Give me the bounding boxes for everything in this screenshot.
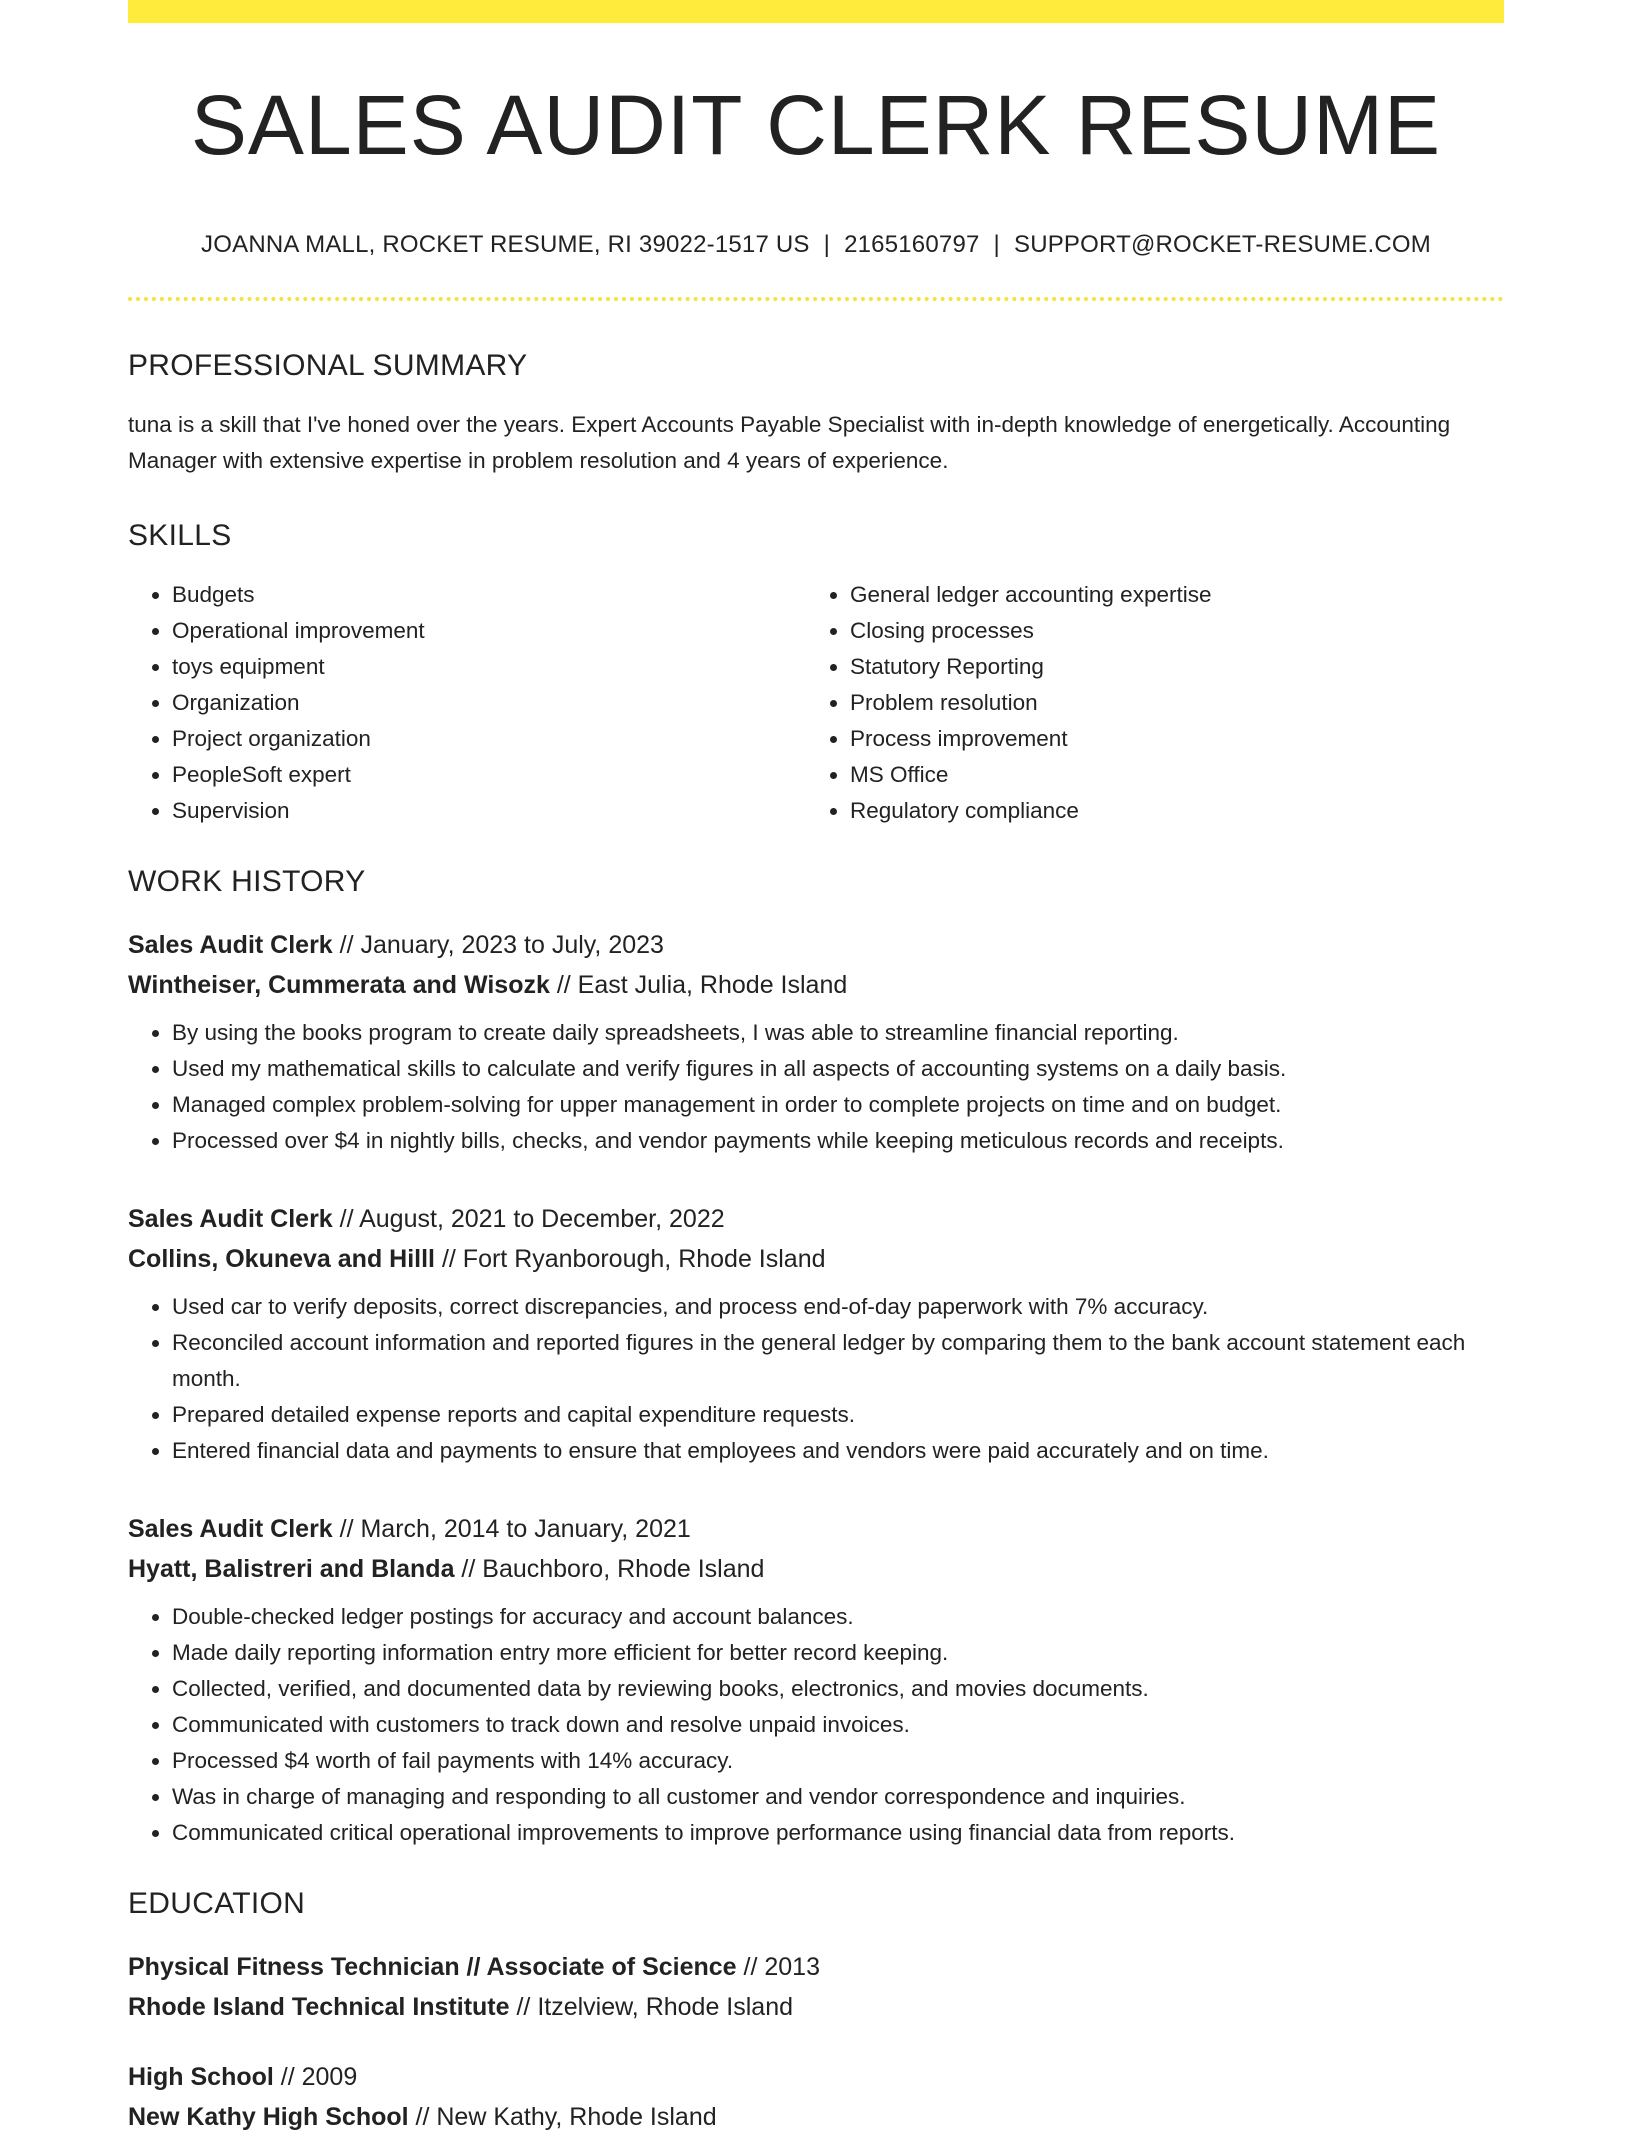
job-bullet: • Made daily reporting information entry more efficient for better record keeping. bbox=[172, 1635, 1504, 1671]
job-bullet: • Reconciled account information and reported figures in the general ledger by comparing them to the bank account statement each month. bbox=[172, 1325, 1504, 1397]
summary-text: tuna is a skill that I've honed over the years. Expert Accounts Payable Specialist with in-depth knowledge of energetically. Accounting Manager with extensive expertise in problem resolution and 4 years of experience. bbox=[128, 412, 1451, 473]
job-bullet: • Processed $4 worth of fail payments with 14% accuracy. bbox=[172, 1743, 1504, 1779]
job-dates: // August, 2021 to December, 2022 bbox=[332, 1205, 725, 1233]
job-title: Sales Audit Clerk bbox=[128, 1515, 333, 1543]
job-company: Collins, Okuneva and Hilll bbox=[128, 1245, 436, 1273]
job-bullet: • Used car to verify deposits, correct discrepancies, and process end-of-day paperwork with 7% accuracy. bbox=[172, 1289, 1504, 1325]
education-school-line bbox=[128, 1987, 1504, 2027]
skills-column-left bbox=[128, 577, 807, 829]
skill-item: • MS Office bbox=[850, 757, 1485, 793]
skill-item: • Project organization bbox=[172, 721, 807, 757]
job-location: // Fort Ryanborough, Rhode Island bbox=[435, 1245, 826, 1273]
skill-item: • PeopleSoft expert bbox=[172, 757, 807, 793]
job-bullet: • Processed over $4 in nightly bills, checks, and vendor payments while keeping meticulous records and receipts. bbox=[172, 1123, 1504, 1159]
skill-item: • Budgets bbox=[172, 577, 807, 613]
skill-item: • Supervision bbox=[172, 793, 807, 829]
job-location: // Bauchboro, Rhode Island bbox=[454, 1555, 765, 1583]
skills-column-right bbox=[807, 577, 1485, 829]
job-entry bbox=[128, 1199, 1504, 1469]
skills-heading: SKILLS bbox=[128, 519, 232, 552]
education-location: // Itzelview, Rhode Island bbox=[509, 1993, 794, 2021]
education-year: // 2013 bbox=[736, 1953, 820, 1981]
job-bullet: • By using the books program to create daily spreadsheets, I was able to streamline financial reporting. bbox=[172, 1015, 1504, 1051]
job-title-line bbox=[128, 1509, 1504, 1549]
education-year: // 2009 bbox=[273, 2063, 358, 2091]
contact-address: JOANNA MALL, ROCKET RESUME, RI 39022-1517 US bbox=[201, 231, 810, 258]
job-title-line bbox=[128, 1199, 1504, 1239]
skill-item: • toys equipment bbox=[172, 649, 807, 685]
work-history-heading: WORK HISTORY bbox=[128, 865, 366, 898]
job-dates: // January, 2023 to July, 2023 bbox=[332, 931, 664, 959]
job-bullet: • Prepared detailed expense reports and capital expenditure requests. bbox=[172, 1397, 1504, 1433]
job-company-line bbox=[128, 1549, 1504, 1589]
education-degree: Physical Fitness Technician // Associate of Science bbox=[128, 1953, 737, 1981]
job-company-line bbox=[128, 965, 1504, 1005]
job-bullet: • Collected, verified, and documented data by reviewing books, electronics, and movies documents. bbox=[172, 1671, 1504, 1707]
job-company: Wintheiser, Cummerata and Wisozk bbox=[128, 971, 550, 999]
resume-page bbox=[128, 0, 1504, 2137]
contact-separator: | bbox=[823, 231, 831, 258]
page-title: SALES AUDIT CLERK RESUME bbox=[190, 78, 1442, 172]
job-bullet: • Communicated with customers to track down and resolve unpaid invoices. bbox=[172, 1707, 1504, 1743]
education-degree-line bbox=[128, 1947, 1504, 1987]
job-location: // East Julia, Rhode Island bbox=[549, 971, 848, 999]
job-dates: // March, 2014 to January, 2021 bbox=[332, 1515, 691, 1543]
contact-phone: 2165160797 bbox=[844, 231, 980, 258]
accent-bar bbox=[128, 0, 1504, 23]
skill-item: • Process improvement bbox=[850, 721, 1485, 757]
job-bullets bbox=[128, 1289, 1504, 1469]
job-company: Hyatt, Balistreri and Blanda bbox=[128, 1555, 455, 1583]
skill-item: • Closing processes bbox=[850, 613, 1485, 649]
education-degree: High School bbox=[128, 2063, 274, 2091]
job-entry bbox=[128, 925, 1504, 1159]
skill-item: • Operational improvement bbox=[172, 613, 807, 649]
education-school: New Kathy High School bbox=[128, 2103, 409, 2131]
job-bullets bbox=[128, 1599, 1504, 1851]
education-school-line bbox=[128, 2097, 1504, 2137]
education-heading: EDUCATION bbox=[128, 1887, 306, 1920]
header-divider bbox=[128, 297, 1504, 301]
job-title-line bbox=[128, 925, 1504, 965]
job-entry bbox=[128, 1509, 1504, 1851]
contact-separator: | bbox=[993, 231, 1000, 258]
education-school: Rhode Island Technical Institute bbox=[128, 1993, 510, 2021]
skill-item: • Statutory Reporting bbox=[850, 649, 1485, 685]
job-bullet: • Was in charge of managing and responding to all customer and vendor correspondence and inquiries. bbox=[172, 1779, 1504, 1815]
education-entry bbox=[128, 2057, 1504, 2137]
contact-email: SUPPORT@ROCKET-RESUME.COM bbox=[1013, 231, 1431, 258]
job-company-line bbox=[128, 1239, 1504, 1279]
job-bullets bbox=[128, 1015, 1504, 1159]
job-bullet: • Entered financial data and payments to ensure that employees and vendors were paid accurately and on time. bbox=[172, 1433, 1504, 1469]
contact-line bbox=[128, 233, 1504, 257]
job-bullet: • Double-checked ledger postings for accuracy and account balances. bbox=[172, 1599, 1504, 1635]
education-degree-line bbox=[128, 2057, 1504, 2097]
skills-list bbox=[128, 577, 1504, 829]
job-bullet: • Communicated critical operational improvements to improve performance using financial data from reports. bbox=[172, 1815, 1504, 1851]
education-entry bbox=[128, 1947, 1504, 2027]
skill-item: • Problem resolution bbox=[850, 685, 1485, 721]
job-bullet: • Used my mathematical skills to calculate and verify figures in all aspects of accounting systems on a daily basis. bbox=[172, 1051, 1504, 1087]
education-location: // New Kathy, Rhode Island bbox=[408, 2103, 717, 2131]
skill-item: • General ledger accounting expertise bbox=[850, 577, 1485, 613]
skill-item: • Regulatory compliance bbox=[850, 793, 1485, 829]
summary-heading: PROFESSIONAL SUMMARY bbox=[128, 349, 528, 382]
job-title: Sales Audit Clerk bbox=[128, 1205, 333, 1233]
job-bullet: • Managed complex problem-solving for upper management in order to complete projects on time and on budget. bbox=[172, 1087, 1504, 1123]
skill-item: • Organization bbox=[172, 685, 807, 721]
job-title: Sales Audit Clerk bbox=[128, 931, 333, 959]
